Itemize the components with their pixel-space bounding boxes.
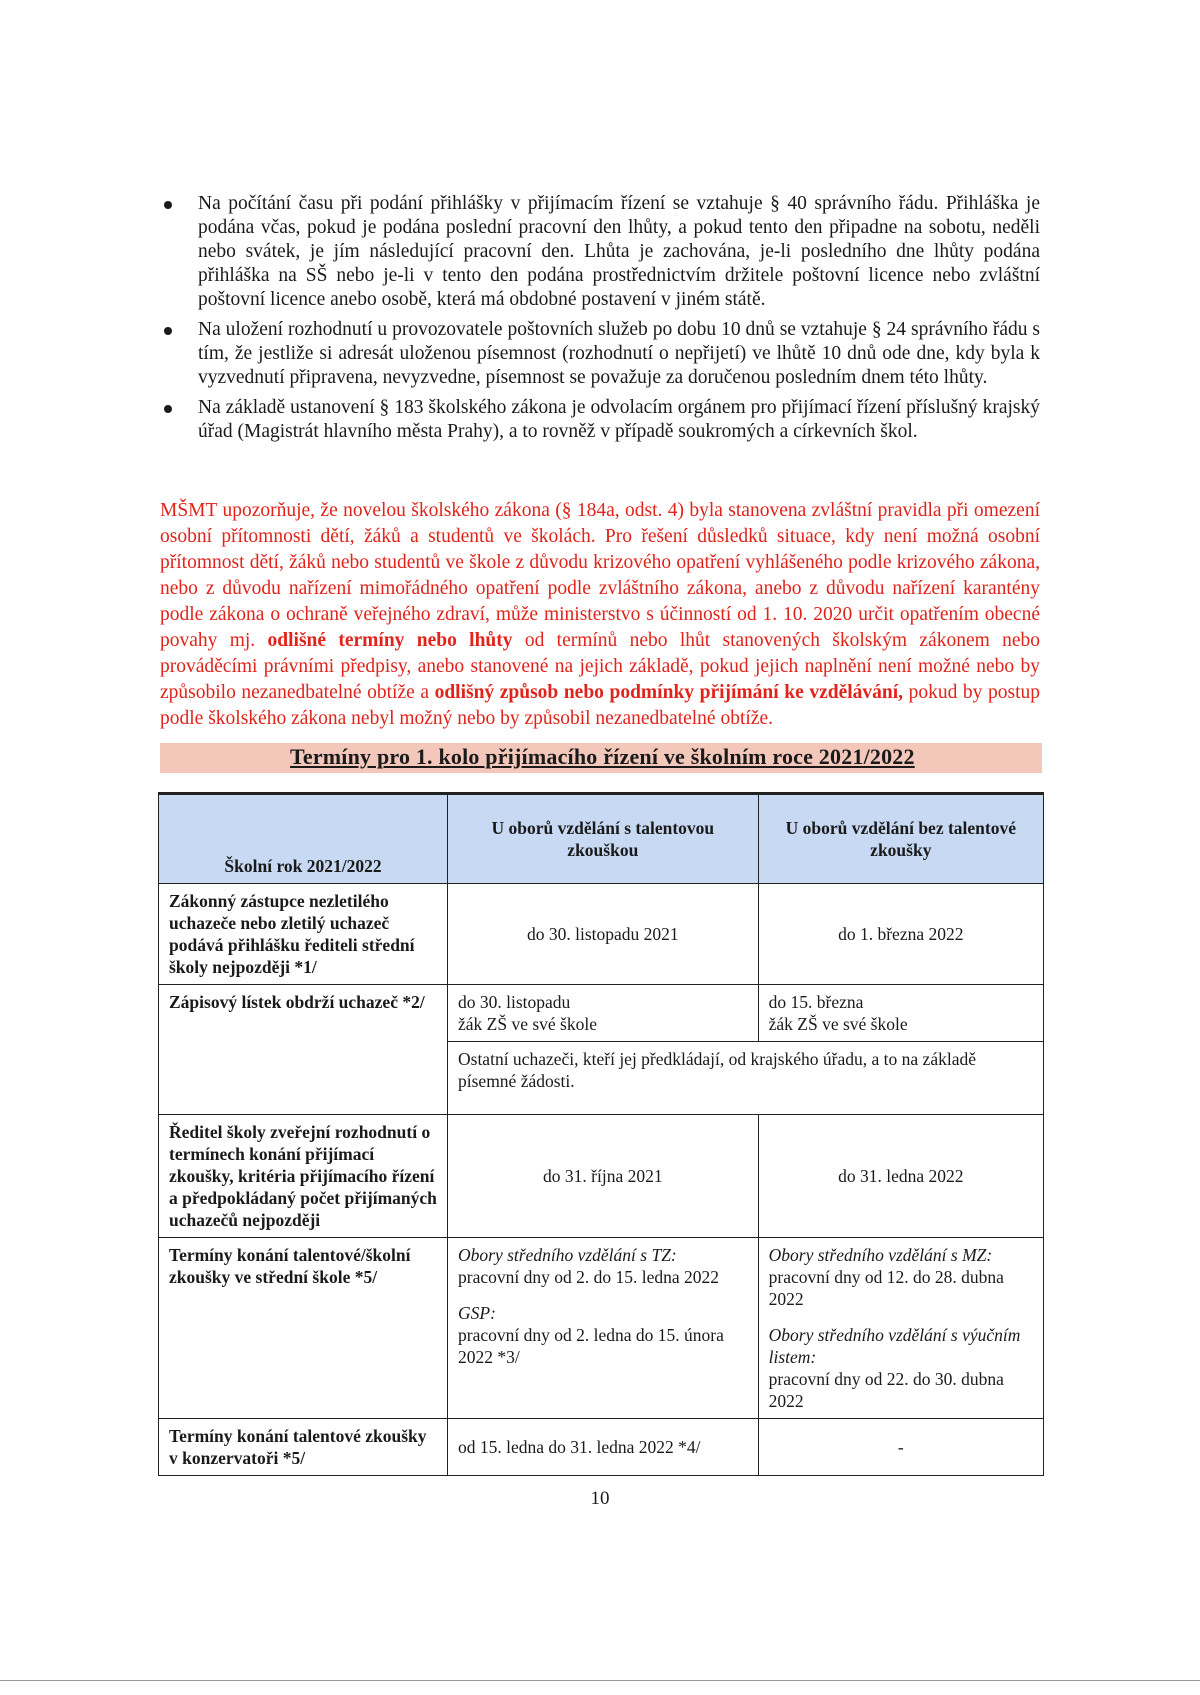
table-cell: do 30. listopadu žák ZŠ ve své škole xyxy=(448,985,759,1042)
bullet-dot-icon xyxy=(164,327,172,335)
table-cell: do 15. března žák ZŠ ve své škole xyxy=(758,985,1043,1042)
bullet-item xyxy=(160,396,1040,444)
table-cell: do 1. března 2022 xyxy=(758,884,1043,985)
page-number: 10 xyxy=(590,1488,610,1509)
row-label: Termíny konání talentové/školní zkoušky ve střední škole *5/ xyxy=(159,1238,448,1419)
bullet-text: Na uložení rozhodnutí u provozovatele poštovních služeb po dobu 10 dnů se vztahuje § 24 správního řádu s tím, že jestliže si adresát uloženou písemnost (rozhodnutí o nepřijetí) ve lhůtě 10 dnů ode dne, kdy byla k vyzvednutí připravena, nevyzvedne, písemnost se považuje za doručenou posledním dnem této lhůty. xyxy=(198,319,1040,388)
section-title-band xyxy=(160,743,1042,773)
table-row xyxy=(159,884,1044,985)
table-row xyxy=(159,1238,1044,1419)
header-talent: U oborů vzdělání s talentovou zkouškou xyxy=(448,794,759,884)
row-label: Zákonný zástupce nezletilého uchazeče nebo zletilý uchazeč podává přihlášku řediteli střední školy nejpozději *1/ xyxy=(159,884,448,985)
bullet-text: Na základě ustanovení § 183 školského zákona je odvolacím orgánem pro přijímací řízení příslušný krajský úřad (Magistrát hlavního města Prahy), a to rovněž v případě soukromých a církevních škol. xyxy=(198,397,1040,442)
bullet-dot-icon xyxy=(164,405,172,413)
table-cell: od 15. ledna do 31. ledna 2022 *4/ xyxy=(448,1419,759,1476)
table-cell: Obory středního vzdělání s MZ: pracovní dny od 12. do 28. dubna 2022 Obory středního vzdělání s výučním listem: pracovní dny od 22. do 30. dubna 2022 xyxy=(758,1238,1043,1419)
table-cell: do 30. listopadu 2021 xyxy=(448,884,759,985)
row-label: Termíny konání talentové zkoušky v konzervatoři *5/ xyxy=(159,1419,448,1476)
table-row xyxy=(159,1419,1044,1476)
table-row xyxy=(159,1115,1044,1238)
row-label: Ředitel školy zveřejní rozhodnutí o termínech konání přijímací zkoušky, kritéria přijímacího řízení a předpokládaný počet přijímaných uchazečů nejpozději xyxy=(159,1115,448,1238)
row-label: Zápisový lístek obdrží uchazeč *2/ xyxy=(159,985,448,1115)
bullet-text: Na počítání času při podání přihlášky v přijímacím řízení se vztahuje § 40 správního řádu. Přihláška je podána včas, pokud je podána poslední pracovní den lhůty, a pokud tento den připadne na sobotu, neděli nebo svátek, je jím následující pracovní den. Lhůta je zachována, je-li posledního dne lhůty podána přihláška na SŠ nebo je-li v tento den podána prostřednictvím držitele poštovní licence nebo zvláštní poštovní licence anebo osobě, která má obdobné postavení v jiném státě. xyxy=(198,193,1040,310)
header-school-year: Školní rok 2021/2022 xyxy=(159,794,448,884)
table-cell: Ostatní uchazeči, kteří jej předkládají, od krajského úřadu, a to na základě písemné žádosti. xyxy=(448,1042,1044,1115)
table-cell: do 31. ledna 2022 xyxy=(758,1115,1043,1238)
table-cell: do 31. října 2021 xyxy=(448,1115,759,1238)
table-header-row xyxy=(159,794,1044,884)
bullet-item xyxy=(160,318,1040,390)
table-cell: - xyxy=(758,1419,1043,1476)
table-cell: Obory středního vzdělání s TZ: pracovní dny od 2. do 15. ledna 2022 GSP: pracovní dny od 2. ledna do 15. února 2022 *3/ xyxy=(448,1238,759,1419)
admission-terms-table xyxy=(158,792,1044,1476)
bullet-item xyxy=(160,192,1040,312)
section-title: Termíny pro 1. kolo přijímacího řízení ve školním roce 2021/2022 xyxy=(290,744,915,769)
bottom-rule xyxy=(0,1680,1200,1681)
bullet-list xyxy=(160,192,1040,450)
header-no-talent: U oborů vzdělání bez talentové zkoušky xyxy=(758,794,1043,884)
bullet-dot-icon xyxy=(164,201,172,209)
msmt-notice: MŠMT upozorňuje, že novelou školského zákona (§ 184a, odst. 4) byla stanovena zvláštní pravidla při omezení osobní přítomnosti dětí, žáků a studentů ve školách. Pro řešení důsledků situace, kdy není možná osobní přítomnost dětí, žáků nebo studentů ve škole z důvodu krizového opatření vyhlášeného podle krizového zákona, nebo z důvodu nařízení mimořádného opatření podle zvláštního zákona, anebo z důvodu nařízení karantény podle zákona o ochraně veřejného zdraví, může ministerstvo s účinností od 1. 10. 2020 určit opatřením obecné povahy mj. odlišné termíny nebo lhůty od termínů nebo lhůt stanovených školským zákonem nebo prováděcími právními předpisy, anebo stanovené na jejich základě, pokud jejich naplnění není možné nebo by způsobilo nezanedbatelné obtíže a odlišný způsob nebo podmínky přijímání ke vzdělávání, pokud by postup podle školského zákona nebyl možný nebo by způsobil nezanedbatelné obtíže. xyxy=(160,500,1040,729)
table-row xyxy=(159,985,1044,1042)
